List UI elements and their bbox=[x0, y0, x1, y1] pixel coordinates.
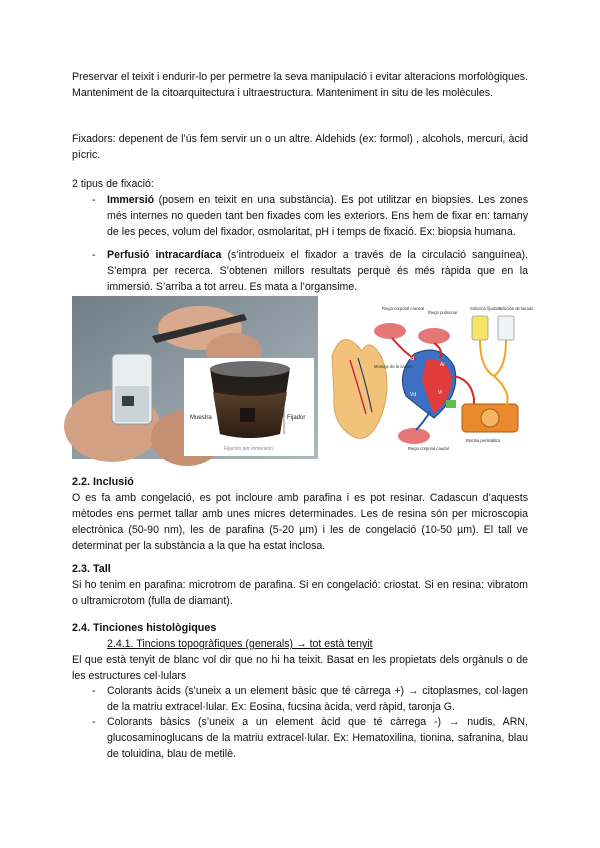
fixation-type-perfusion bbox=[107, 247, 528, 295]
heading-2-4: 2.4. Tinciones histològiques bbox=[72, 622, 217, 634]
label-ai: Ai bbox=[440, 362, 445, 368]
bullet-marker: - bbox=[92, 194, 96, 206]
immersion-caption: Fijación por inmersión. bbox=[224, 446, 275, 452]
intro-paragraph-1: Preservar el teixit i endurir-lo per permetre la seva manipulació i evitar alteracions morfològiques. Manteniment de la citoarquitectura i ultraestructura. Manteniment in situ de les molècules. bbox=[72, 71, 528, 99]
intro-paragraph-3: 2 tipus de fixació: bbox=[72, 178, 154, 190]
section-2-2-text: O es fa amb congelació, es pot incloure amb parafina i es pot resinar. Cadascun d’aquests mètodes ens permet tallar amb unes micres determinades. Les de resina són per microscopia electrònica (50-90 nm), les de parafina (5-20 µm) i les de congelació (10-50 µm). El tall ve determinat per la substància a la que ha estat inclosa. bbox=[72, 492, 528, 552]
label-capillary-lung: Riego pulmonar bbox=[428, 310, 458, 315]
label-solution-fix: Solución fijadora bbox=[470, 306, 501, 311]
term-immersion: Immersió bbox=[107, 194, 155, 206]
perfusion-diagram-illustration bbox=[322, 296, 534, 459]
acid-dyes-item: Colorants àcids (s’uneix a un element bàsic que té càrrega +) → citoplasmes, col·lagen de la matriu extracel·lular. Ex: Eosina, fucsina àcida, verd ràpid, taronja G. bbox=[107, 685, 528, 713]
term-perfusion: Perfusió intracardíaca bbox=[107, 249, 222, 261]
section-2-3-text: Si ho tenim en parafina: microtrom de parafina. Si en congelació: criostat. Si en resina: vibratom o ultramicrotom (fulla de diamant). bbox=[72, 579, 528, 607]
bullet-marker: - bbox=[92, 249, 96, 261]
immersion-photo bbox=[72, 296, 318, 459]
label-vd: Vd bbox=[410, 392, 417, 398]
subheading-2-4-1: 2.4.1. Tincions topogràfiques (generals) → tot està tenyit bbox=[107, 638, 373, 650]
immersion-description: (posem en teixit en una substància). Es pot utilitzar en biopsies. Les zones més internes no queden tant ben fixades com les exteriors. Ens hem de fixar en: tamany de les peces, volum del fixador, osmolaritat, pH i temps de fixació. Ex: biopsia humana. bbox=[107, 194, 528, 238]
fixation-type-immersion bbox=[107, 192, 528, 240]
label-capillary-body: Riego corporal craneal bbox=[382, 306, 425, 311]
bullet-marker: - bbox=[92, 685, 96, 697]
label-sample: Muestra bbox=[190, 415, 212, 421]
basic-dyes-item: Colorants bàsics (s’uneix a un element àcid que té càrrega -) → nudis, ARN, glucosaminoglucans de la matriu extracel·lular. Ex: Hematoxilina, tionina, safranina, blau de toluidina, blau de metilè. bbox=[107, 716, 528, 760]
label-needle: Montaje de la cánula bbox=[374, 364, 413, 369]
bullet-marker: - bbox=[92, 716, 96, 728]
heading-2-3: 2.3. Tall bbox=[72, 563, 111, 575]
heading-2-2: 2.2. Inclusió bbox=[72, 476, 134, 488]
intro-paragraph-2: Fixadors: depenent de l’ús fem servir un o un altre. Aldehids (ex: formol) , alcohols, mercuri, àcid pícric. bbox=[72, 133, 528, 161]
label-capillary-caudal: Riego corporal caudal bbox=[408, 446, 449, 451]
label-pump: Bomba peristáltica bbox=[466, 438, 501, 443]
label-fixer: Fijador bbox=[287, 415, 306, 421]
perfusion-diagram bbox=[322, 296, 534, 459]
label-ad: Ad bbox=[408, 356, 415, 362]
label-solution-wash: Solución de lavado bbox=[498, 306, 534, 311]
section-2-4-text: El que està tenyit de blanc vol dir que no hi ha teixit. Basat en les propietats dels orgànuls o de les estructures cel·lulars bbox=[72, 654, 528, 682]
fixation-figure bbox=[72, 296, 534, 459]
label-vi: Vi bbox=[438, 390, 443, 396]
perfusion-description: (s’introdueix el fixador a través de la circulació sanguínea). S’empra per recerca. S’obtenen millors resultats perquè és més ràpida que en la immersió. S’arriba a tot arreu. Es mata a l’organsime. bbox=[107, 249, 528, 293]
immersion-photo-illustration bbox=[72, 296, 318, 459]
